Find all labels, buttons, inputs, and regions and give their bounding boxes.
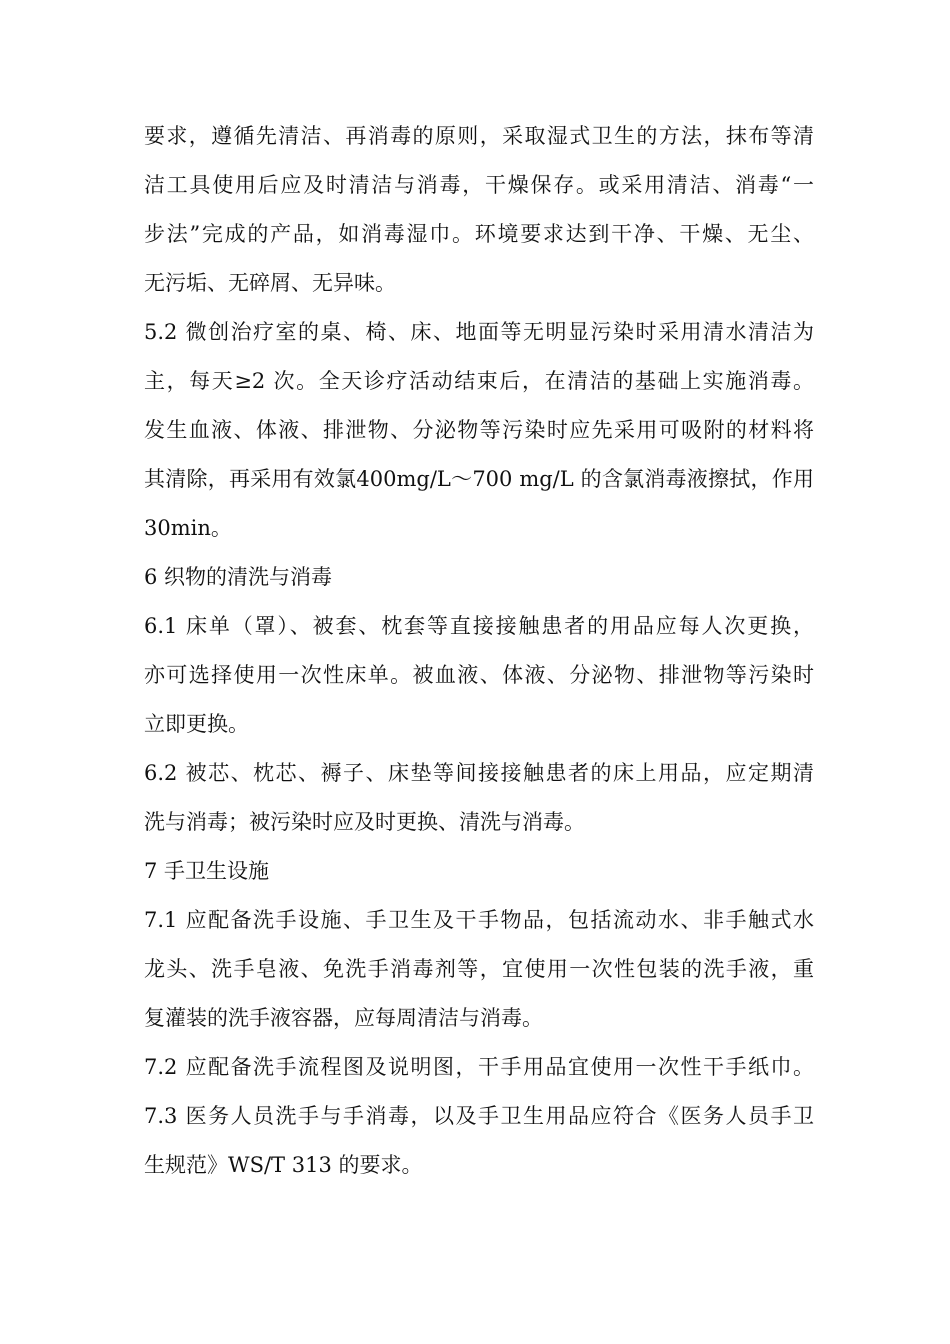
text-line: 复灌装的洗手液容器，应每周清洁与消毒。 <box>144 1006 543 1030</box>
section-heading: 7 手卫生设施 <box>144 859 270 883</box>
text-line: 7.3 医务人员洗手与手消毒，以及手卫生用品应符合《医务人员手卫 <box>144 1104 814 1128</box>
text-line: 其清除，再采用有效氯400mg/L～700 mg/L 的含氯消毒液擦拭，作用 <box>144 467 814 491</box>
paragraph-5-1-continued <box>144 112 814 308</box>
text-line: 发生血液、体液、排泄物、分泌物等污染时应先采用可吸附的材料将 <box>144 418 814 442</box>
section-heading-6 <box>144 553 814 602</box>
text-line: 立即更换。 <box>144 712 249 736</box>
text-line: 洗与消毒；被污染时应及时更换、清洗与消毒。 <box>144 810 585 834</box>
text-line: 步法”完成的产品，如消毒湿巾。环境要求达到干净、干燥、无尘、 <box>144 222 814 246</box>
text-line: 洁工具使用后应及时清洁与消毒，干燥保存。或采用清洁、消毒“一 <box>144 173 814 197</box>
paragraph-7-1 <box>144 896 814 1043</box>
paragraph-5-2 <box>144 308 814 553</box>
text-line: 6.1 床单（罩）、被套、枕套等直接接触患者的用品应每人次更换， <box>144 614 814 638</box>
section-heading: 6 织物的清洗与消毒 <box>144 565 333 589</box>
section-heading-7 <box>144 847 814 896</box>
text-line: 无污垢、无碎屑、无异味。 <box>144 271 396 295</box>
text-line: 7.2 应配备洗手流程图及说明图，干手用品宜使用一次性干手纸巾。 <box>144 1055 814 1079</box>
text-line: 主，每天≥2 次。全天诊疗活动结束后，在清洁的基础上实施消毒。 <box>144 369 814 393</box>
text-line: 7.1 应配备洗手设施、手卫生及干手物品，包括流动水、非手触式水 <box>144 908 814 932</box>
text-line: 6.2 被芯、枕芯、褥子、床垫等间接接触患者的床上用品，应定期清 <box>144 761 814 785</box>
text-line: 亦可选择使用一次性床单。被血液、体液、分泌物、排泄物等污染时 <box>144 663 814 687</box>
paragraph-6-1 <box>144 602 814 749</box>
paragraph-7-2 <box>144 1043 814 1092</box>
text-line: 龙头、洗手皂液、免洗手消毒剂等，宜使用一次性包装的洗手液，重 <box>144 957 814 981</box>
document-page <box>144 112 814 1190</box>
text-line: 5.2 微创治疗室的桌、椅、床、地面等无明显污染时采用清水清洁为 <box>144 320 814 344</box>
text-line: 生规范》WS/T 313 的要求。 <box>144 1153 423 1177</box>
text-line: 30min。 <box>144 516 232 540</box>
paragraph-6-2 <box>144 749 814 847</box>
paragraph-7-3 <box>144 1092 814 1190</box>
text-line: 要求，遵循先清洁、再消毒的原则，采取湿式卫生的方法，抹布等清 <box>144 124 814 148</box>
